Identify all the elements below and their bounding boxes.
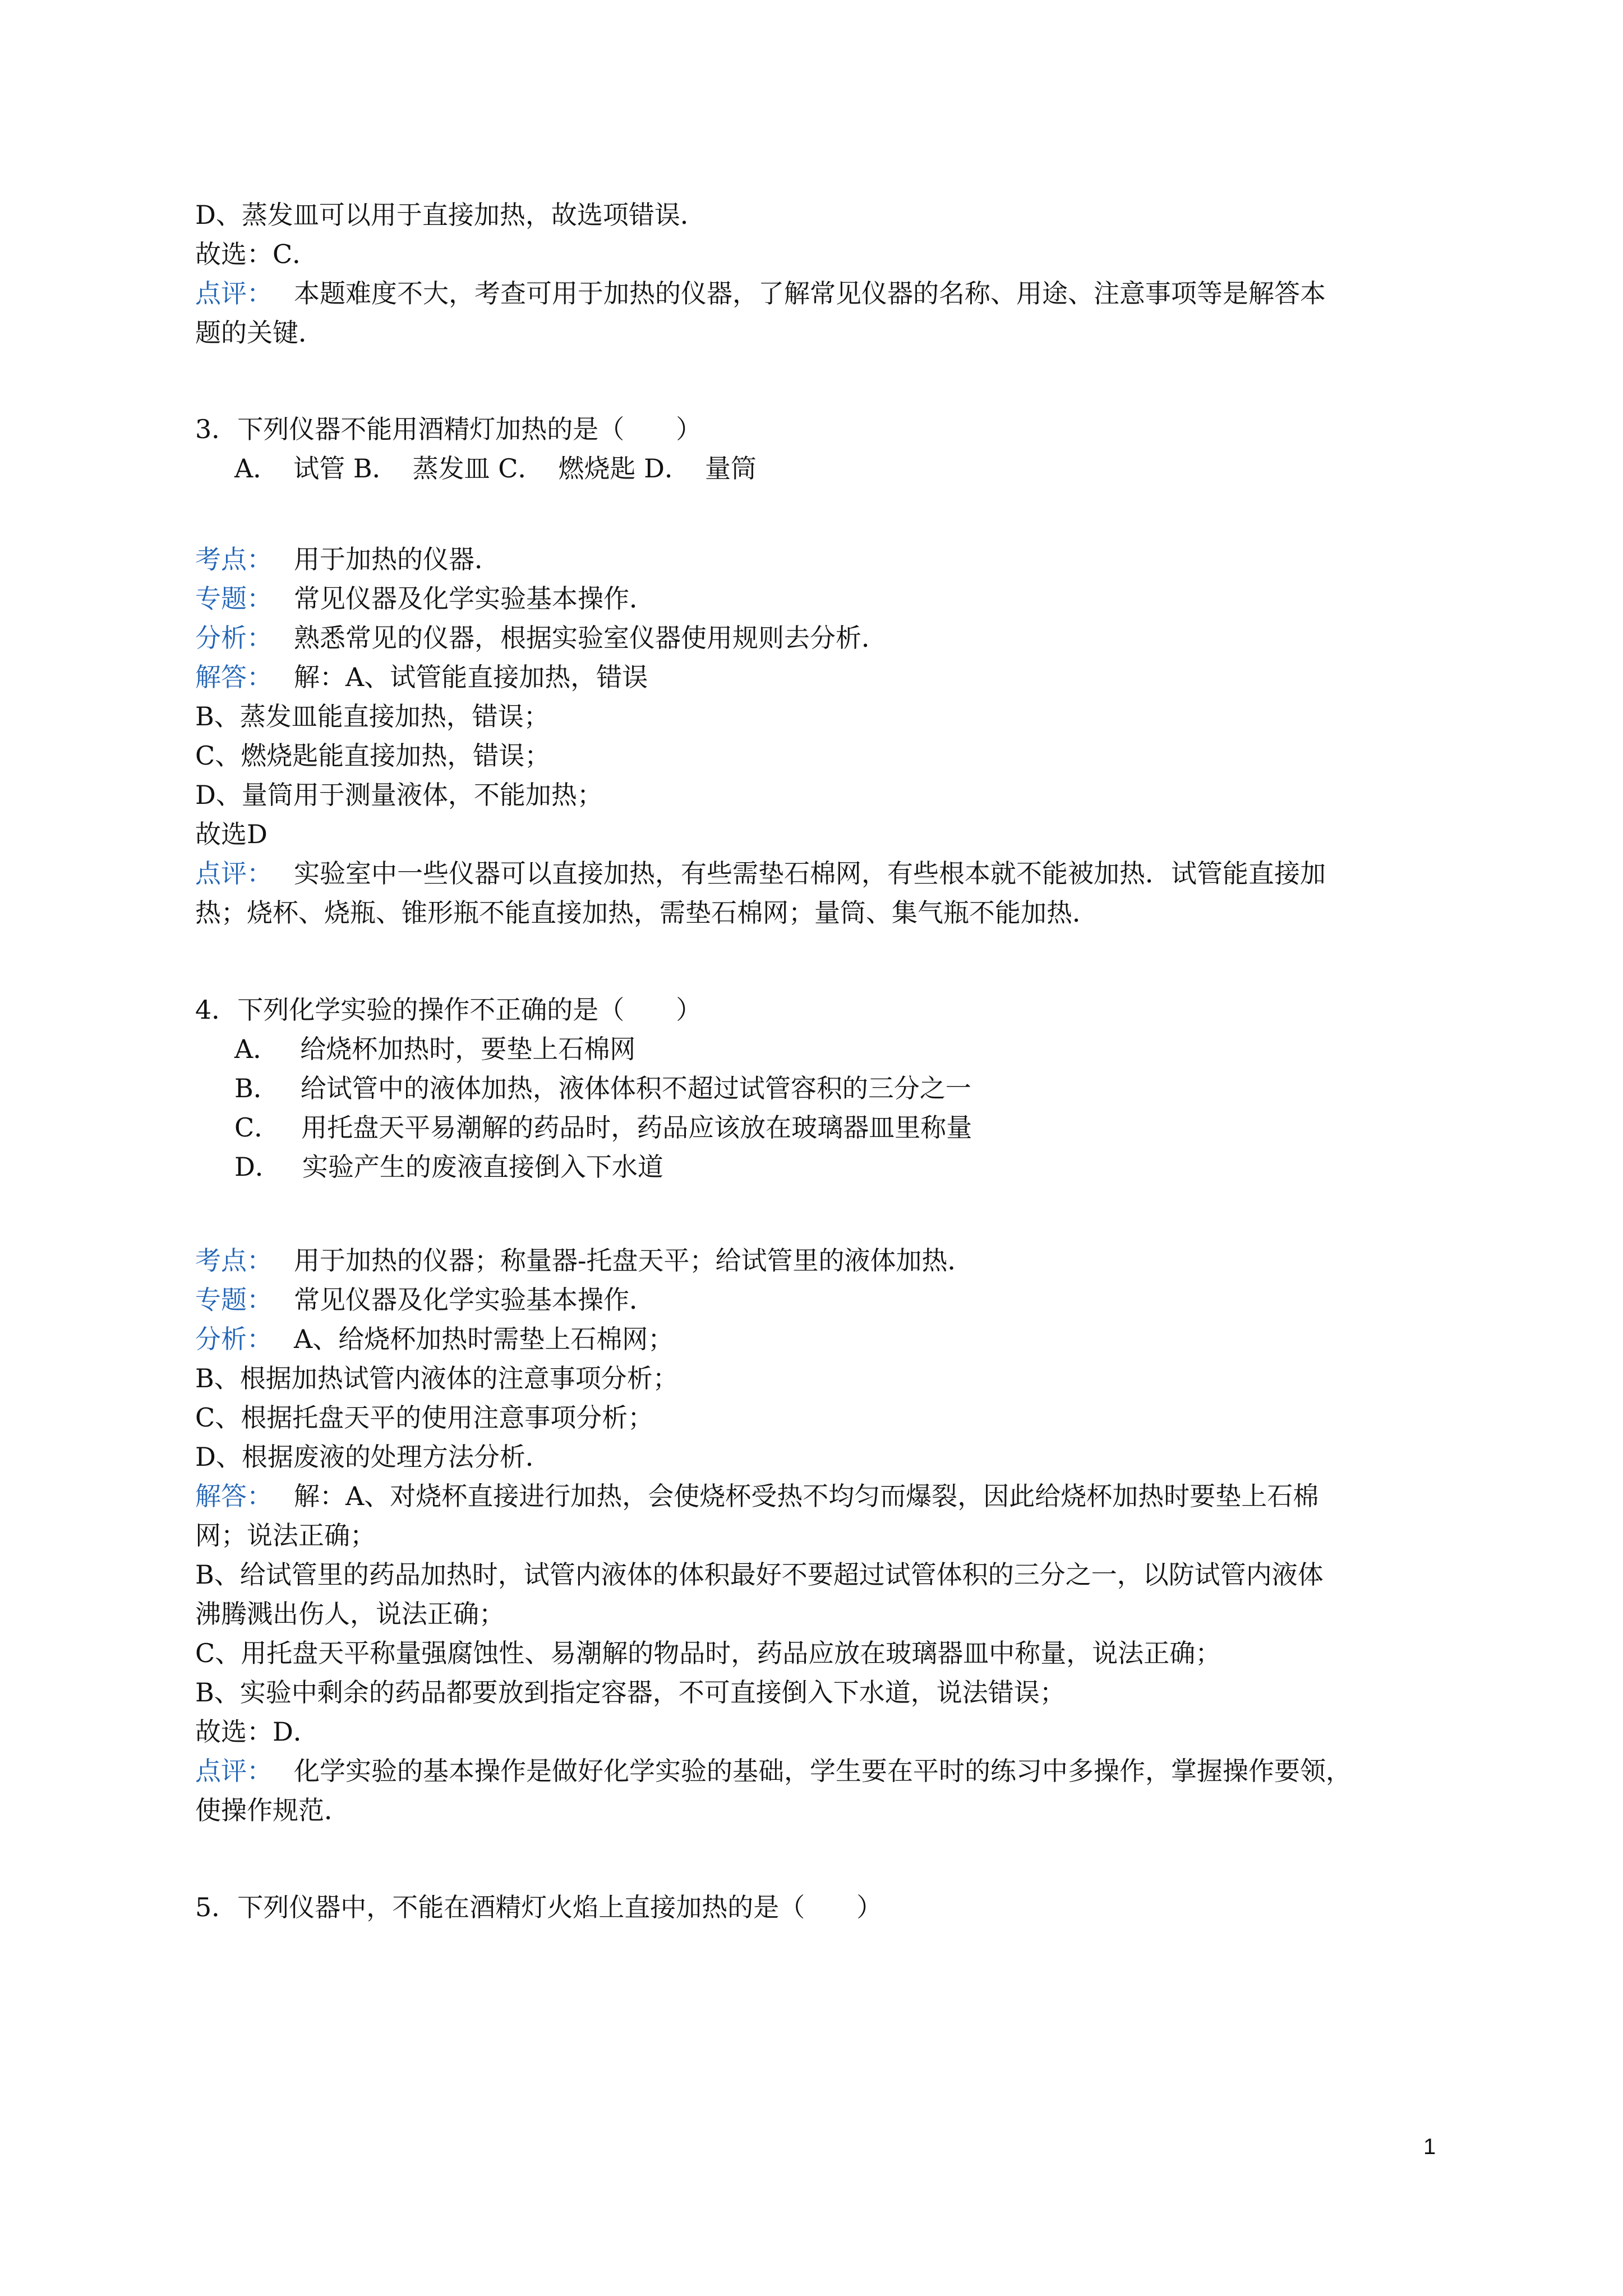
q3-zhuanti bbox=[195, 579, 655, 618]
q4-fenxi-line: D、根据废液的处理方法分析． bbox=[195, 1442, 551, 1472]
option-text: 量筒 bbox=[705, 453, 757, 484]
q3-jieda-line: B、蒸发皿能直接加热，错误； bbox=[195, 701, 550, 731]
dianping-tag: 点评： bbox=[195, 858, 273, 889]
question-4-option bbox=[234, 1069, 971, 1108]
option-text: 试管 bbox=[293, 453, 345, 484]
q3-jieda-line: 故选D bbox=[195, 819, 268, 849]
q4-jieda-line: 网；说法正确； bbox=[195, 1520, 376, 1550]
q3-kaodian bbox=[195, 540, 500, 579]
option-text: 用托盘天平易潮解的药品时，药品应该放在玻璃器皿里称量 bbox=[301, 1112, 972, 1143]
zhuanti-text: 常见仪器及化学实验基本操作． bbox=[294, 1285, 655, 1315]
q3-dianping bbox=[195, 854, 1326, 893]
question-4-option bbox=[234, 1108, 972, 1147]
option-letter: A． bbox=[234, 453, 279, 484]
option-text: 给试管中的液体加热，液体体积不超过试管容积的三分之一 bbox=[300, 1073, 971, 1103]
q4-fenxi-line: C、根据托盘天平的使用注意事项分析； bbox=[195, 1402, 654, 1433]
q3-fenxi bbox=[195, 618, 887, 657]
jieda-tag: 解答： bbox=[195, 1481, 273, 1511]
dianping-text: 实验室中一些仪器可以直接加热，有些需垫石棉网，有些根本就不能被加热．试管能直接加 bbox=[294, 858, 1326, 889]
question-3-options bbox=[234, 449, 757, 488]
q4-jieda-line: 故选：D． bbox=[195, 1717, 319, 1747]
jieda-tag: 解答： bbox=[195, 662, 273, 692]
q3-jieda bbox=[195, 657, 648, 697]
option-text: 实验产生的废液直接倒入下水道 bbox=[302, 1152, 663, 1182]
kaodian-text: 用于加热的仪器；称量器-托盘天平；给试管里的液体加热． bbox=[294, 1245, 974, 1276]
q4-fenxi bbox=[195, 1319, 674, 1359]
question-3-stem: 3．下列仪器不能用酒精灯加热的是（ ） bbox=[195, 414, 702, 444]
dianping-tag: 点评： bbox=[195, 1756, 273, 1786]
q4-kaodian bbox=[195, 1241, 974, 1280]
q4-jieda-line: 沸腾溅出伤人，说法正确； bbox=[195, 1599, 505, 1629]
q3-jieda-line: C、燃烧匙能直接加热，错误； bbox=[195, 740, 551, 771]
option-letter: C． bbox=[498, 453, 544, 484]
jieda-text: 解：A、对烧杯直接进行加热，会使烧杯受热不均匀而爆裂，因此给烧杯加热时要垫上石棉 bbox=[294, 1481, 1319, 1511]
kaodian-tag: 考点： bbox=[195, 544, 273, 574]
option-text: 给烧杯加热时，要垫上石棉网 bbox=[300, 1034, 636, 1064]
answer-choice: 故选：C． bbox=[195, 239, 319, 269]
question-5-stem: 5．下列仪器中，不能在酒精灯火焰上直接加热的是（ ） bbox=[195, 1892, 883, 1922]
zhuanti-tag: 专题： bbox=[195, 1285, 273, 1315]
q4-jieda bbox=[195, 1476, 1318, 1516]
zhuanti-tag: 专题： bbox=[195, 583, 273, 614]
q4-dianping-continued: 使操作规范． bbox=[195, 1795, 350, 1825]
option-letter: D． bbox=[234, 1152, 281, 1182]
option-letter: B． bbox=[234, 1073, 279, 1103]
option-text: 蒸发皿 bbox=[412, 453, 490, 484]
q4-jieda-line: C、用托盘天平称量强腐蚀性、易潮解的物品时，药品应放在玻璃器皿中称量，说法正确； bbox=[195, 1638, 1221, 1668]
dianping-text: 化学实验的基本操作是做好化学实验的基础，学生要在平时的练习中多操作，掌握操作要领， bbox=[294, 1756, 1352, 1786]
answer-line-d: D、蒸发皿可以用于直接加热，故选项错误． bbox=[195, 200, 706, 230]
fenxi-tag: 分析： bbox=[195, 623, 273, 653]
fenxi-text: A、给烧杯加热时需垫上石棉网； bbox=[294, 1324, 674, 1354]
q4-fenxi-line: B、根据加热试管内液体的注意事项分析； bbox=[195, 1363, 679, 1393]
zhuanti-text: 常见仪器及化学实验基本操作． bbox=[294, 583, 655, 614]
option-letter: A． bbox=[234, 1034, 279, 1064]
q4-jieda-line: B、实验中剩余的药品都要放到指定容器，不可直接倒入下水道，说法错误； bbox=[195, 1677, 1066, 1708]
question-4-stem: 4．下列化学实验的操作不正确的是（ ） bbox=[195, 995, 702, 1025]
question-4-option bbox=[234, 1029, 635, 1069]
question-4-option bbox=[234, 1147, 663, 1186]
comment-text: 本题难度不大，考查可用于加热的仪器，了解常见仪器的名称、用途、注意事项等是解答本 bbox=[294, 278, 1326, 309]
comment-line-continued: 题的关键． bbox=[195, 318, 324, 348]
jieda-text: 解：A、试管能直接加热，错误 bbox=[294, 662, 648, 692]
comment-tag: 点评： bbox=[195, 278, 273, 309]
fenxi-tag: 分析： bbox=[195, 1324, 273, 1354]
q4-dianping bbox=[195, 1751, 1352, 1791]
fenxi-text: 熟悉常见的仪器，根据实验室仪器使用规则去分析． bbox=[294, 623, 887, 653]
option-letter: C． bbox=[234, 1112, 280, 1143]
kaodian-text: 用于加热的仪器． bbox=[294, 544, 500, 574]
option-letter: D． bbox=[644, 453, 691, 484]
kaodian-tag: 考点： bbox=[195, 1245, 273, 1276]
option-text: 燃烧匙 bbox=[558, 453, 636, 484]
q4-jieda-line: B、给试管里的药品加热时，试管内液体的体积最好不要超过试管体积的三分之一，以防试管内液体 bbox=[195, 1559, 1324, 1590]
option-letter: B． bbox=[353, 453, 398, 484]
comment-line bbox=[195, 274, 1326, 313]
page-number: 1 bbox=[1423, 2134, 1436, 2159]
q3-dianping-continued: 热；烧杯、烧瓶、锥形瓶不能直接加热，需垫石棉网；量筒、集气瓶不能加热． bbox=[195, 898, 1098, 928]
q3-jieda-line: D、量筒用于测量液体，不能加热； bbox=[195, 780, 603, 810]
q4-zhuanti bbox=[195, 1280, 655, 1319]
